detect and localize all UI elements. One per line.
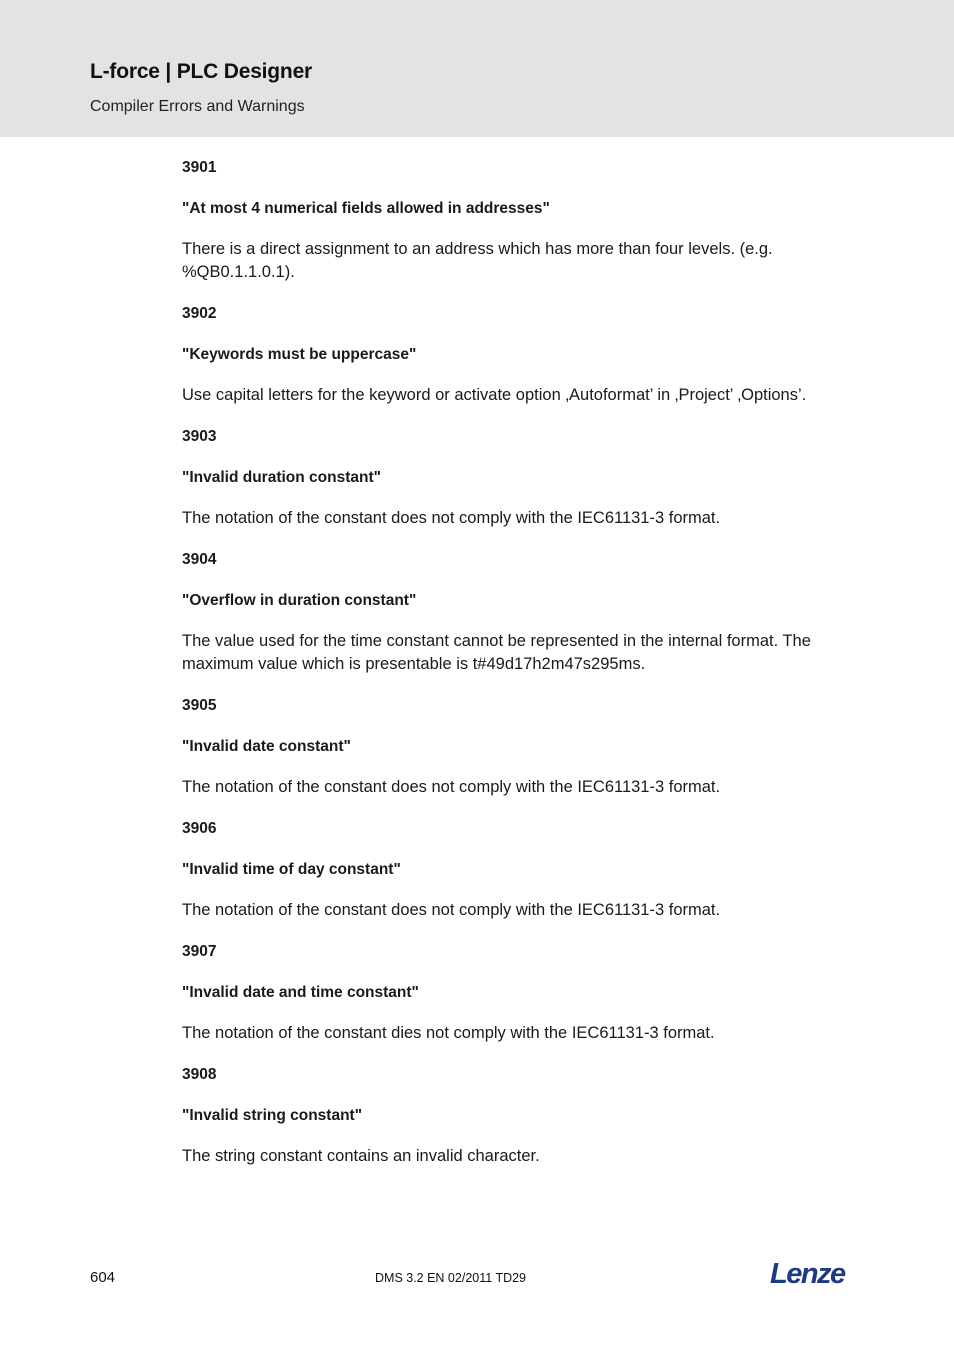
error-code: 3901 bbox=[182, 159, 217, 176]
page-header bbox=[0, 0, 954, 137]
error-message: "Overflow in duration constant" bbox=[182, 592, 417, 609]
error-code: 3904 bbox=[182, 551, 217, 568]
error-description: The value used for the time constant cannot be represented in the internal format. The maximum value which is presentable is t#49d17h2m47s295ms. bbox=[182, 632, 811, 673]
error-message: "Invalid date and time constant" bbox=[182, 984, 419, 1001]
error-code: 3906 bbox=[182, 820, 217, 837]
error-message: "Keywords must be uppercase" bbox=[182, 346, 417, 363]
error-message: "Invalid string constant" bbox=[182, 1107, 363, 1124]
error-entry bbox=[182, 425, 822, 530]
lenze-logo bbox=[768, 1258, 852, 1293]
error-description: The notation of the constant does not comply with the IEC61131-3 format. bbox=[182, 778, 721, 796]
error-message: "At most 4 numerical fields allowed in addresses" bbox=[182, 200, 550, 217]
document-id: DMS 3.2 EN 02/2011 TD29 bbox=[375, 1271, 527, 1285]
error-code: 3905 bbox=[182, 697, 217, 714]
error-message: "Invalid duration constant" bbox=[182, 469, 381, 486]
section-title: Compiler Errors and Warnings bbox=[90, 98, 305, 115]
document-title: L-force | PLC Designer bbox=[90, 60, 313, 83]
error-message: "Invalid date constant" bbox=[182, 738, 351, 755]
error-code: 3902 bbox=[182, 305, 217, 322]
error-entry bbox=[182, 156, 822, 284]
error-description: The notation of the constant does not comply with the IEC61131-3 format. bbox=[182, 901, 721, 919]
error-code: 3908 bbox=[182, 1066, 217, 1083]
svg-text:Lenze: Lenze bbox=[770, 1258, 845, 1288]
error-code: 3903 bbox=[182, 428, 217, 445]
error-entry bbox=[182, 302, 822, 407]
error-code: 3907 bbox=[182, 943, 217, 960]
error-message: "Invalid time of day constant" bbox=[182, 861, 401, 878]
error-description: The notation of the constant dies not comply with the IEC61131-3 format. bbox=[182, 1024, 715, 1042]
error-entry bbox=[182, 548, 822, 676]
error-entry bbox=[182, 694, 822, 799]
error-description: Use capital letters for the keyword or activate option ‚Autoformat’ in ‚Project’ ‚Options’. bbox=[182, 386, 807, 404]
error-description: The notation of the constant does not comply with the IEC61131-3 format. bbox=[182, 509, 721, 527]
error-description: There is a direct assignment to an address which has more than four levels. (e.g. %QB0.1.1.0.1). bbox=[182, 240, 773, 281]
error-entry bbox=[182, 1063, 822, 1168]
error-description: The string constant contains an invalid character. bbox=[182, 1147, 540, 1165]
error-entry bbox=[182, 940, 822, 1045]
error-list bbox=[182, 156, 822, 1186]
lenze-logo-icon bbox=[768, 1258, 852, 1288]
error-entry bbox=[182, 817, 822, 922]
page-number: 604 bbox=[90, 1269, 116, 1286]
